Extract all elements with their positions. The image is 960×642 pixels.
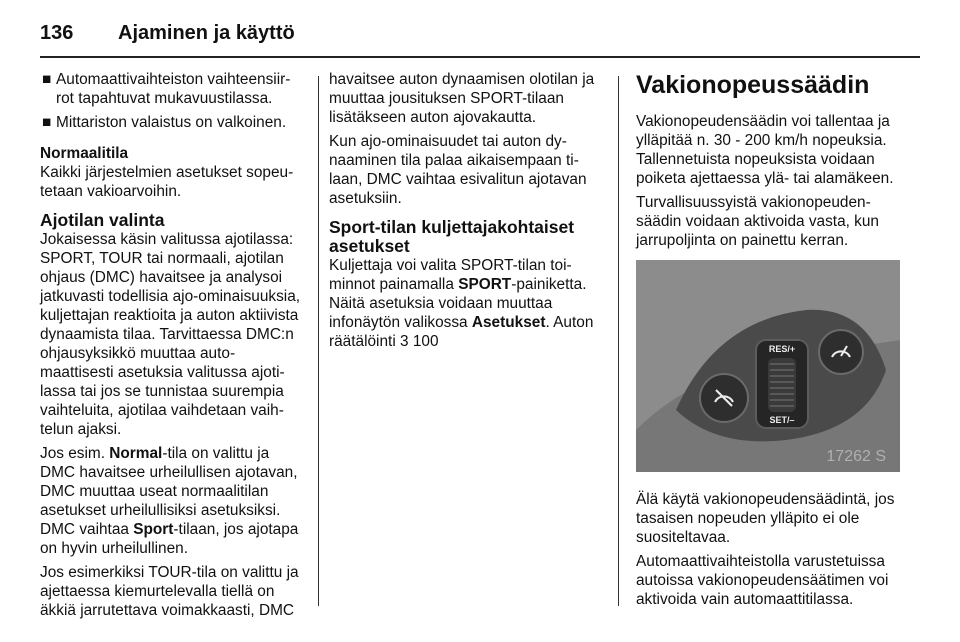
page-number: 136	[40, 22, 74, 44]
paragraph: Jos esimerkiksi TOUR-tila on valittu ja ajettaessa kiemurtelevalla tiellä on äkkiä jarrutettava voimakkaasti, DMC	[40, 564, 299, 619]
heading-ajotilan-valinta: Ajotilan valinta	[40, 210, 165, 230]
column-divider-2	[618, 76, 619, 606]
column-2	[329, 70, 605, 356]
column-1	[40, 70, 302, 625]
paragraph: Vakionopeudensäädin voi tallentaa ja ylläpitää n. 30 - 200 km/h nopeuksia. Tallennetuista nopeuksista voidaan poiketa ajettaessa ylä- tai alamäkeen.	[636, 113, 894, 187]
paragraph: Turvallisuussyistä vakionopeudensäädin voidaan aktivoida vasta, kun jarrupoljinta on painettu kerran.	[636, 194, 879, 249]
paragraph: Kuljettaja voi valita SPORT-tilan toiminnot painamalla SPORT-painiketta. Näitä asetuksia voidaan muuttaa infonäytön valikossa Asetukset. Auton räätälöinti 3 100	[329, 257, 594, 350]
paragraph: Jos esim. Normal-tila on valittu ja DMC havaitsee urheilullisen ajotavan, DMC muuttaa useat normaalitilan asetukset urheilullisiksi asetuksiksi. DMC vaihtaa Sport-tilaan, jos ajotapa on hyvin urheilullinen.	[40, 445, 299, 557]
res-plus-label: RES/+	[768, 344, 796, 354]
paragraph: Älä käytä vakionopeudensäädintä, jos tasaisen nopeuden ylläpito ei ole suositeltavaa.	[636, 491, 895, 546]
heading-normaalitila: Normaalitila	[40, 145, 129, 162]
bullet-item: ■ Automaattivaihteiston vaihteensiirrot tapahtuvat mukavuustilassa.	[42, 71, 291, 107]
paragraph: Kaikki järjestelmien asetukset sopeutetaan vakioarvoihin.	[40, 164, 294, 200]
bullet-icon: ■	[42, 71, 52, 88]
bullet-icon: ■	[42, 114, 52, 131]
heading-vakionopeussaadin: Vakionopeussäädin	[636, 71, 870, 99]
paragraph: Automaattivaihteistolla varustetuissa autoissa vakionopeudensäätimen voi aktivoida vain automaattitilassa.	[636, 553, 889, 608]
steering-wheel-controls-illustration	[636, 260, 900, 472]
heading-sport-asetukset: Sport-tilan kuljettajakohtaiset asetukset	[329, 217, 575, 256]
paragraph: Jokaisessa käsin valitussa ajotilassa: SPORT, TOUR tai normaali, ajotilan ohjaus (DMC) havaitsee ja analysoi jatkuvasti todellisia ajo-ominaisuuksia, kuljettajan reaktioita ja auton aktiivista dynaamista tilaa. Tarvittaessa DMC:n ohjausyksikkö muuttaa automaattisesti asetuksia valitussa ajotilassa tai jos se tunnistaa suurempia vaihteluita, ajotilaa vaihdetaan vaihtelun ajaksi.	[40, 231, 301, 438]
figure-code: 17262 S	[826, 448, 886, 465]
paragraph: Kun ajo-ominaisuudet tai auton dynaaminen tila palaa aikaisempaan tilaan, DMC vaihtaa esivalitun ajotavan asetuksiin.	[329, 133, 587, 207]
bullet-item: ■ Mittariston valaistus on valkoinen.	[42, 114, 287, 131]
column-divider-1	[318, 76, 319, 606]
cruise-control-figure	[636, 260, 900, 472]
column-3	[636, 66, 908, 614]
paragraph: havaitsee auton dynaamisen olotilan ja muuttaa jousituksen SPORT-tilaan lisätäkseen auton ajovakautta.	[329, 71, 595, 126]
chapter-title: Ajaminen ja käyttö	[118, 22, 295, 44]
page-reference-arrow-icon: 3	[400, 333, 409, 350]
header-rule	[40, 56, 920, 58]
page-header	[40, 14, 920, 54]
set-minus-label: SET/–	[769, 415, 795, 425]
